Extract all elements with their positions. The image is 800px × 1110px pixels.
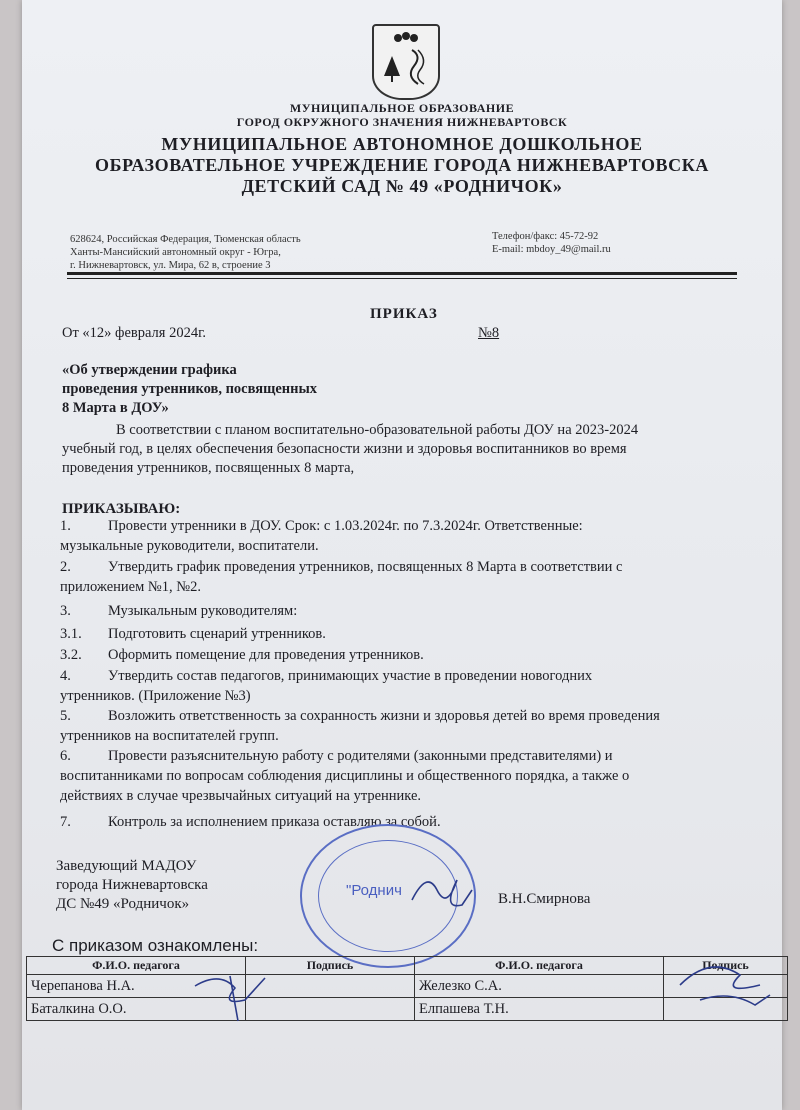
item-text: Возложить ответственность за сохранность жизни и здоровья детей во время проведения xyxy=(108,708,660,724)
item-text: Музыкальным руководителям: xyxy=(108,603,298,619)
coat-of-arms-emblem xyxy=(372,24,440,100)
contacts-block xyxy=(492,230,611,256)
list-item xyxy=(60,706,760,746)
list-item xyxy=(60,746,760,806)
col-header-signature: Подпись xyxy=(664,957,788,975)
subject-line: «Об утверждении графика xyxy=(62,362,237,378)
item-number: 7. xyxy=(60,814,71,830)
intro-line: проведения утренников, посвященных 8 марта, xyxy=(62,460,355,476)
item-number: 3.1. xyxy=(60,626,82,642)
subject-line: 8 Марта в ДОУ» xyxy=(62,400,169,416)
col-header-name: Ф.И.О. педагога xyxy=(415,957,664,975)
phone-fax: Телефон/факс: 45-72-92 xyxy=(492,231,599,242)
handwritten-signature xyxy=(190,966,280,1030)
org-name-line-2: ОБРАЗОВАТЕЛЬНОЕ УЧРЕЖДЕНИЕ ГОРОДА НИЖНЕВАРТОВСКА xyxy=(94,155,710,175)
item-text: Утвердить график проведения утренников, посвященных 8 Марта в соответствии с xyxy=(108,559,623,575)
stamp-text: "Роднич xyxy=(346,882,402,899)
item-text: Оформить помещение для проведения утренников. xyxy=(108,647,424,663)
item-text: Провести разъяснительную работу с родителями (законными представителями) и xyxy=(108,748,613,764)
intro-line: В соответствии с планом воспитательно-образовательной работы ДОУ на 2023-2024 xyxy=(116,422,639,438)
signer-line: ДС №49 «Родничок» xyxy=(56,896,190,912)
teacher-name: Железко С.А. xyxy=(415,975,664,998)
header-rule xyxy=(67,272,737,275)
document-page xyxy=(22,0,782,1110)
list-item xyxy=(60,624,760,644)
address-line: г. Нижневартовск, ул. Мира, 62 в, строение 3 xyxy=(70,260,271,271)
item-number: 6. xyxy=(60,748,71,764)
item-text-cont: утренников на воспитателей групп. xyxy=(60,728,279,744)
intro-paragraph xyxy=(62,421,762,478)
doc-number: №8 xyxy=(478,325,500,341)
teacher-name: Баталкина О.О. xyxy=(27,998,246,1021)
handwritten-signature xyxy=(670,955,780,1015)
teacher-name: Елпашева Т.Н. xyxy=(415,998,664,1021)
item-number: 3. xyxy=(60,603,71,619)
org-name-line-3: ДЕТСКИЙ САД № 49 «РОДНИЧОК» xyxy=(241,176,563,196)
intro-line: учебный год, в целях обеспечения безопасности жизни и здоровья воспитанников во время xyxy=(62,441,627,457)
signer-line: Заведующий МАДОУ xyxy=(56,858,197,874)
col-header-name: Ф.И.О. педагога xyxy=(27,957,246,975)
list-item xyxy=(60,645,760,665)
doc-date: От «12» февраля 2024г. xyxy=(62,325,207,341)
item-text-cont: действиях в случае чрезвычайных ситуаций на утреннике. xyxy=(60,788,422,804)
item-text: Утвердить состав педагогов, принимающих участие в проведении новогодних xyxy=(108,668,593,684)
doc-subject xyxy=(62,361,317,418)
item-text: Подготовить сценарий утренников. xyxy=(108,626,326,642)
doc-title: ПРИКАЗ xyxy=(370,306,438,322)
item-text-cont: воспитанниками по вопросам соблюдения дисциплины и общественного порядка, а также о xyxy=(60,768,630,784)
director-signature xyxy=(402,860,482,930)
teacher-name: Черепанова Н.А. xyxy=(27,975,246,998)
item-number: 4. xyxy=(60,668,71,684)
item-text: Провести утренники в ДОУ. Срок: с 1.03.2024г. по 7.3.2024г. Ответственные: xyxy=(108,518,583,534)
municipality-line: МУНИЦИПАЛЬНОЕ ОБРАЗОВАНИЕ xyxy=(289,101,515,115)
item-number: 2. xyxy=(60,559,71,575)
address-line: 628624, Российская Федерация, Тюменская область xyxy=(70,234,301,245)
acquainted-caption: С приказом ознакомлены: xyxy=(52,936,259,955)
header-rule-thin xyxy=(67,278,737,279)
address-line: Ханты-Мансийский автономный округ - Югра, xyxy=(70,247,281,258)
item-number: 5. xyxy=(60,708,71,724)
signer-line: города Нижневартовска xyxy=(56,877,208,893)
list-item xyxy=(60,557,760,597)
list-item xyxy=(60,666,760,706)
order-word: ПРИКАЗЫВАЮ: xyxy=(62,501,181,517)
col-header-signature: Подпись xyxy=(246,957,415,975)
item-text-cont: приложением №1, №2. xyxy=(60,579,201,595)
item-text-cont: музыкальные руководители, воспитатели. xyxy=(60,538,319,554)
item-number: 3.2. xyxy=(60,647,82,663)
city-line: ГОРОД ОКРУЖНОГО ЗНАЧЕНИЯ НИЖНЕВАРТОВСК xyxy=(236,115,568,129)
address-block xyxy=(70,233,301,272)
signer-name: В.Н.Смирнова xyxy=(498,891,591,907)
item-number: 1. xyxy=(60,518,71,534)
item-text-cont: утренников. (Приложение №3) xyxy=(60,688,251,704)
subject-line: проведения утренников, посвященных xyxy=(62,381,318,397)
item-text: Контроль за исполнением приказа оставляю за собой. xyxy=(108,814,441,830)
org-name-line-1: МУНИЦИПАЛЬНОЕ АВТОНОМНОЕ ДОШКОЛЬНОЕ xyxy=(161,134,643,154)
list-item xyxy=(60,516,760,556)
email: E-mail: mbdoy_49@mail.ru xyxy=(492,244,611,255)
signer-title xyxy=(56,857,208,914)
list-item xyxy=(60,601,760,621)
